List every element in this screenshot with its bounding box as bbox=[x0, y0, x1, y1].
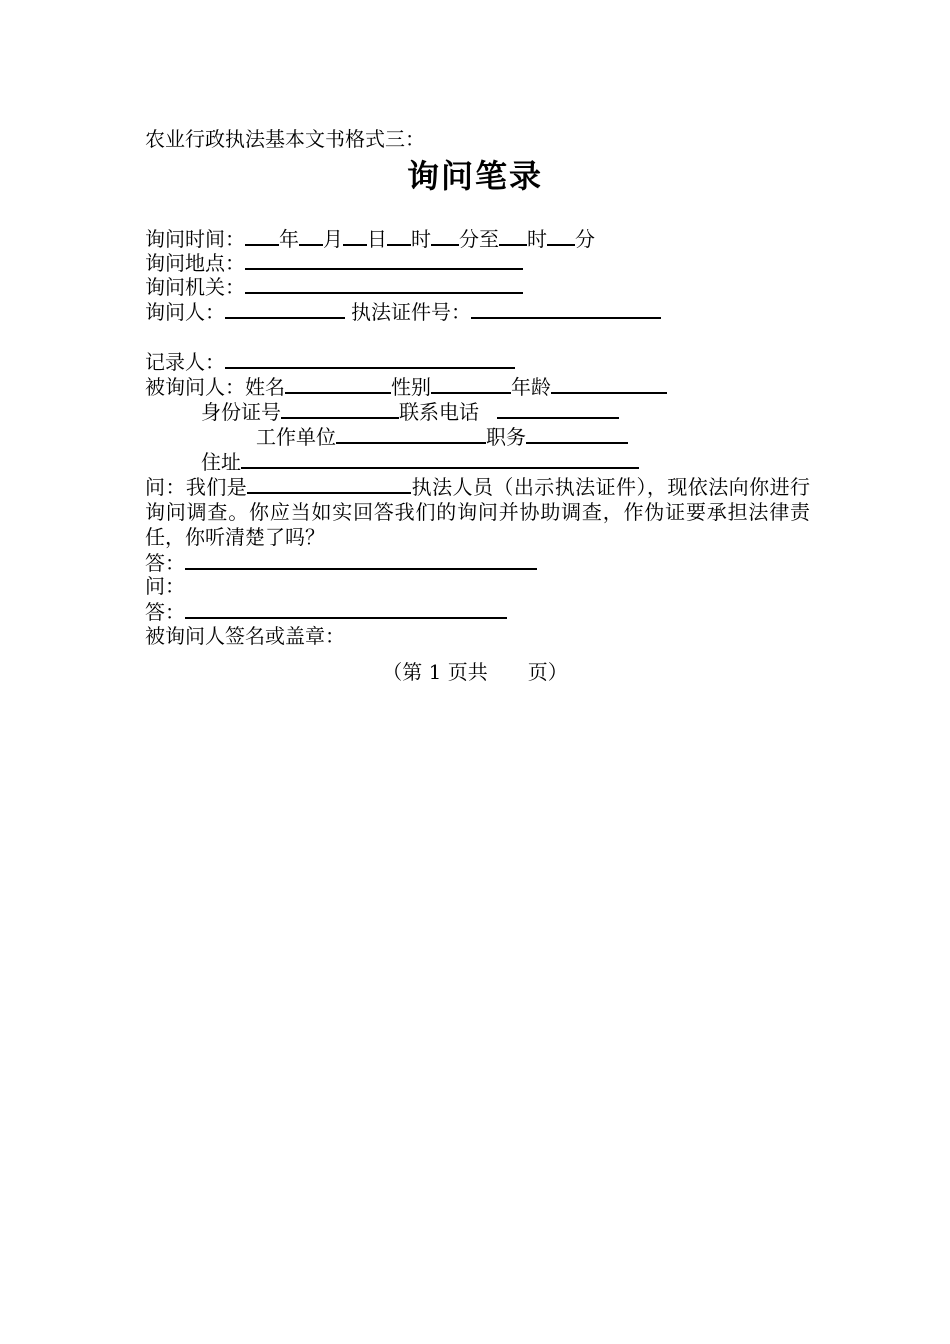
position-label: 职务 bbox=[486, 425, 526, 449]
question-label: 问： bbox=[145, 574, 185, 598]
page-footer: （第 1 页共 页） bbox=[382, 660, 568, 684]
statement-paragraph bbox=[145, 474, 810, 550]
end-hour-blank[interactable] bbox=[499, 226, 527, 246]
minute-to-text: 分至 bbox=[459, 227, 499, 251]
inquiry-place-row bbox=[145, 250, 523, 274]
inquirer-row bbox=[145, 299, 661, 323]
statement-prefix: 问：我们是 bbox=[145, 475, 248, 499]
employer-row bbox=[256, 424, 628, 448]
end-minute-blank[interactable] bbox=[547, 226, 575, 246]
id-no-blank[interactable] bbox=[281, 399, 399, 419]
gender-blank[interactable] bbox=[431, 374, 511, 394]
answer-blank-1[interactable] bbox=[185, 550, 537, 570]
respondent-row bbox=[145, 374, 667, 398]
cert-no-blank[interactable] bbox=[471, 299, 661, 319]
end-minute-text: 分 bbox=[575, 227, 595, 251]
cert-no-label: 执法证件号： bbox=[351, 300, 471, 324]
answer-row-2 bbox=[145, 599, 507, 623]
inquiry-place-label: 询问地点： bbox=[145, 251, 245, 275]
inquiry-time-label: 询问时间： bbox=[145, 227, 245, 251]
answer-row-1 bbox=[145, 550, 537, 574]
statement-body: 执法人员（出示执法证件），现依法向你进行询问调查。你应当如实回答我们的询问并协助调查，作伪证要承担法律责任，你听清楚了吗？ bbox=[145, 475, 811, 549]
hour-blank[interactable] bbox=[387, 226, 411, 246]
question-row bbox=[145, 574, 185, 598]
inquiry-agency-row bbox=[145, 274, 523, 298]
inquiry-time-row bbox=[145, 226, 595, 250]
phone-blank[interactable] bbox=[497, 399, 619, 419]
address-row bbox=[201, 449, 639, 473]
hour-text: 时 bbox=[411, 227, 431, 251]
name-blank[interactable] bbox=[285, 374, 391, 394]
gender-label: 性别 bbox=[391, 375, 431, 399]
page-title: 询问笔录 bbox=[406, 157, 543, 195]
day-blank[interactable] bbox=[343, 226, 367, 246]
inquiry-agency-blank[interactable] bbox=[245, 274, 523, 294]
inquiry-agency-label: 询问机关： bbox=[145, 275, 245, 299]
inquirer-label: 询问人： bbox=[145, 300, 225, 324]
age-label: 年龄 bbox=[511, 375, 551, 399]
employer-blank[interactable] bbox=[336, 424, 486, 444]
agency-name-blank[interactable] bbox=[247, 474, 411, 494]
employer-label: 工作单位 bbox=[256, 425, 336, 449]
day-text: 日 bbox=[367, 227, 387, 251]
id-phone-row bbox=[201, 399, 619, 423]
recorder-label: 记录人： bbox=[145, 350, 225, 374]
recorder-row bbox=[145, 349, 515, 373]
age-blank[interactable] bbox=[551, 374, 667, 394]
month-blank[interactable] bbox=[299, 226, 323, 246]
year-text: 年 bbox=[279, 227, 299, 251]
answer-label-1: 答： bbox=[145, 551, 185, 575]
name-label: 姓名 bbox=[245, 375, 285, 399]
recorder-blank[interactable] bbox=[225, 349, 515, 369]
doc-format-label: 农业行政执法基本文书格式三： bbox=[145, 127, 425, 151]
minute-blank[interactable] bbox=[431, 226, 459, 246]
answer-blank-2[interactable] bbox=[185, 599, 507, 619]
respondent-label: 被询问人： bbox=[145, 375, 245, 399]
year-blank[interactable] bbox=[245, 226, 279, 246]
position-blank[interactable] bbox=[526, 424, 628, 444]
month-text: 月 bbox=[323, 227, 343, 251]
address-blank[interactable] bbox=[241, 449, 639, 469]
inquiry-place-blank[interactable] bbox=[245, 250, 523, 270]
answer-label-2: 答： bbox=[145, 600, 185, 624]
address-label: 住址 bbox=[201, 450, 241, 474]
signature-row: 被询问人签名或盖章： bbox=[145, 624, 345, 648]
phone-label: 联系电话 bbox=[399, 400, 479, 424]
inquirer-blank[interactable] bbox=[225, 299, 345, 319]
end-hour-text: 时 bbox=[527, 227, 547, 251]
id-no-label: 身份证号 bbox=[201, 400, 281, 424]
